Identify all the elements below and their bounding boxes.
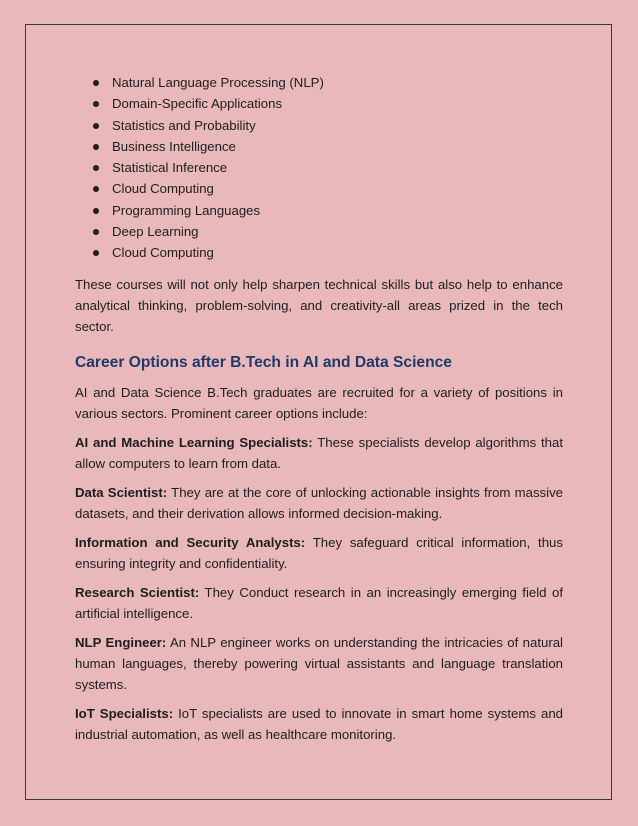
career-description: These specialists develop algorithms that allow computers to learn from data. — [75, 434, 563, 471]
career-iot-specialists — [75, 703, 563, 745]
bullet-icon — [93, 208, 99, 214]
list-item: Business Intelligence — [75, 136, 563, 157]
list-item: Deep Learning — [75, 221, 563, 242]
career-security-analysts — [75, 532, 563, 574]
bullet-icon — [93, 101, 99, 107]
career-description: They are at the core of unlocking actionable insights from massive datasets, and their derivation allows informed decision-making. — [75, 484, 563, 521]
list-item: Natural Language Processing (NLP) — [75, 72, 563, 93]
career-description: They safeguard critical information, thus ensuring integrity and confidentiality. — [75, 534, 563, 571]
list-item: Statistical Inference — [75, 157, 563, 178]
list-item: Programming Languages — [75, 200, 563, 221]
list-item: Domain-Specific Applications — [75, 93, 563, 114]
career-title: Information and Security Analysts: — [75, 534, 306, 550]
career-title: Data Scientist: — [75, 484, 168, 500]
career-description: An NLP engineer works on understanding the intricacies of natural human languages, thereby powering virtual assistants and language translation systems. — [75, 634, 563, 692]
intro-paragraph: These courses will not only help sharpen technical skills but also help to enhance analytical thinking, problem-solving, and creativity-all areas prized in the tech sector. — [75, 276, 563, 334]
bullet-icon — [93, 250, 99, 256]
list-item: Statistics and Probability — [75, 115, 563, 136]
bullet-icon — [93, 80, 99, 86]
section-intro-paragraph: AI and Data Science B.Tech graduates are recruited for a variety of positions in various sectors. Prominent career options include: — [75, 384, 563, 421]
career-data-scientist — [75, 482, 563, 524]
section-heading: Career Options after B.Tech in AI and Data Science — [75, 353, 452, 371]
career-research-scientist — [75, 582, 563, 624]
bullet-icon — [93, 229, 99, 235]
career-description: They Conduct research in an increasingly emerging field of artificial intelligence. — [75, 584, 564, 621]
bullet-icon — [93, 165, 99, 171]
bullet-icon — [93, 144, 99, 150]
career-title: NLP Engineer: — [75, 634, 167, 650]
career-description: IoT specialists are used to innovate in smart home systems and industrial automation, as well as healthcare monitoring. — [75, 705, 563, 742]
career-ai-ml-specialists — [75, 432, 563, 474]
course-list — [75, 72, 563, 264]
page-content — [75, 72, 563, 745]
list-item: Cloud Computing — [75, 178, 563, 199]
bullet-icon — [93, 186, 99, 192]
bullet-icon — [93, 123, 99, 129]
career-title: AI and Machine Learning Specialists: — [75, 434, 313, 450]
career-title: Research Scientist: — [75, 584, 200, 600]
list-item: Cloud Computing — [75, 242, 563, 263]
career-nlp-engineer — [75, 632, 563, 695]
career-title: IoT Specialists: — [75, 705, 174, 721]
